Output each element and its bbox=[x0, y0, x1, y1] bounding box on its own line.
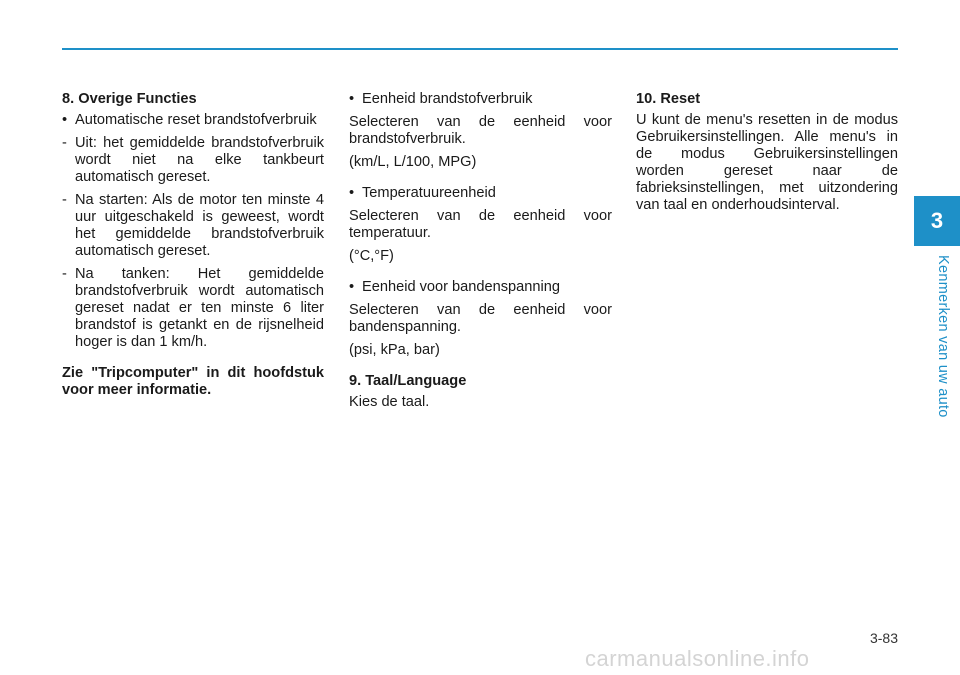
section-heading-9: 9. Taal/Language bbox=[349, 373, 467, 389]
section-heading-8: 8. Overige Functies bbox=[62, 91, 197, 107]
option-after-refuel: - Na tanken: Het gemiddelde brandstofverbruik wordt automatisch gereset nadat er ten minste 6 liter brandstof is getankt en de rijsnelheid hoger is dan 1 km/h. bbox=[62, 266, 324, 351]
bullet-tire-unit: • Eenheid voor bandenspanning bbox=[349, 279, 612, 296]
column-1 bbox=[62, 91, 324, 405]
temp-unit-text: Selecteren van de eenheid voor temperatuur. bbox=[349, 208, 612, 241]
option-after-start: - Na starten: Als de motor ten minste 4 uur uitgeschakeld is geweest, wordt het gemiddelde brandstofverbruik automatisch gereset. bbox=[62, 192, 324, 260]
language-text: Kies de taal. bbox=[349, 394, 430, 410]
tire-unit-values: (psi, kPa, bar) bbox=[349, 342, 440, 358]
option-off: - Uit: het gemiddelde brandstofverbruik wordt niet na elke tankbeurt automatisch gereset. bbox=[62, 135, 324, 186]
tire-unit-text: Selecteren van de eenheid voor bandenspanning. bbox=[349, 302, 612, 335]
reset-text: U kunt de menu's resetten in de modus Gebruikersinstellingen. Alle menu's in de modus Gebruikersinstellingen worden gereset naar de fabrieksinstellingen, met uitzondering van taal en onderhoudsinterval. bbox=[636, 112, 898, 213]
watermark: carmanualsonline.info bbox=[585, 646, 810, 671]
chapter-title: Kenmerken van uw auto bbox=[935, 255, 951, 418]
bullet-temp-unit: • Temperatuureenheid bbox=[349, 185, 612, 202]
chapter-number-tab: 3 bbox=[914, 196, 960, 246]
column-2 bbox=[349, 91, 612, 417]
bullet-auto-reset: • Automatische reset brandstofverbruik bbox=[62, 112, 324, 129]
page-number: 3-83 bbox=[869, 630, 898, 646]
header-rule bbox=[62, 48, 898, 50]
bullet-fuel-unit: • Eenheid brandstofverbruik bbox=[349, 91, 612, 108]
fuel-unit-values: (km/L, L/100, MPG) bbox=[349, 154, 477, 170]
temp-unit-values: (°C,°F) bbox=[349, 248, 394, 264]
fuel-unit-text: Selecteren van de eenheid voor brandstofverbruik. bbox=[349, 114, 612, 147]
column-3 bbox=[636, 91, 898, 220]
section-heading-10: 10. Reset bbox=[636, 91, 701, 107]
reference-note: Zie "Tripcomputer" in dit hoofdstuk voor meer informatie. bbox=[62, 365, 324, 398]
